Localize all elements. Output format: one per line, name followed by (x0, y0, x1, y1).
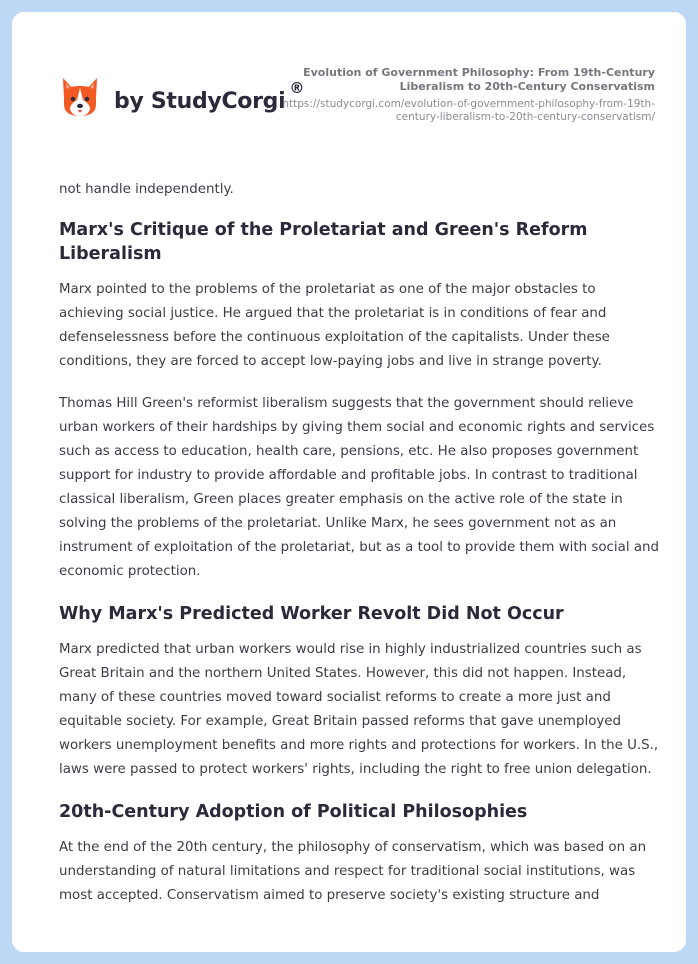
document-url[interactable]: https://studycorgi.com/evolution-of-government-philosophy-from-19th-century-liberalism-to-20th-century-conservatism/ (282, 98, 655, 123)
document-title: Evolution of Government Philosophy: From 19th-Century Liberalism to 20th-Century Conservatism (303, 66, 655, 93)
paragraph: At the end of the 20th century, the philosophy of conservatism, which was based on an understanding of natural limitations and respect for traditional social institutions, was most accepted. Conservatism aimed to preserve society's existing structure and (59, 840, 647, 903)
document-page (12, 12, 686, 952)
studycorgi-logo[interactable] (60, 76, 304, 120)
logo-wordmark: by StudyCorgi (114, 88, 286, 114)
section-heading: 20th-Century Adoption of Political Philosophies (59, 802, 528, 822)
paragraph: Marx pointed to the problems of the proletariat as one of the major obstacles to achieving social justice. He argued that the proletariat is in conditions of fear and defenselessness before the continuous exploitation of the capitalists. Under these conditions, they are forced to accept low-paying jobs and live in strange poverty. (59, 282, 610, 369)
corgi-icon (60, 76, 100, 120)
page-header (12, 12, 686, 162)
paragraph: Marx predicted that urban workers would rise in highly industrialized countries such as Great Britain and the northern United States. However, this did not happen. Instead, many of these countries moved toward socialist reforms to create a more just and equitable society. For example, Great Britain passed reforms that gave unemployed workers unemployment benefits and more rights and protections for workers. In the U.S., laws were passed to protect workers' rights, including the right to free union delegation. (59, 642, 659, 777)
intro-paragraph: not handle independently. (59, 182, 234, 197)
section-heading: Why Marx's Predicted Worker Revolt Did Not Occur (59, 604, 564, 624)
section-heading: Marx's Critique of the Proletariat and Green's Reform Liberalism (59, 220, 588, 264)
document-meta (275, 66, 655, 124)
article-body (59, 178, 659, 926)
paragraph: Thomas Hill Green's reformist liberalism suggests that the government should relieve urban workers of their hardships by giving them social and economic rights and services such as access to education, health care, pensions, etc. He also proposes government support for industry to provide affordable and profitable jobs. In contrast to traditional classical liberalism, Green places greater emphasis on the active role of the state in solving the problems of the proletariat. Unlike Marx, he sees government not as an instrument of exploitation of the proletariat, but as a tool to provide them with social and economic protection. (59, 396, 660, 579)
registered-mark: ® (289, 78, 305, 97)
